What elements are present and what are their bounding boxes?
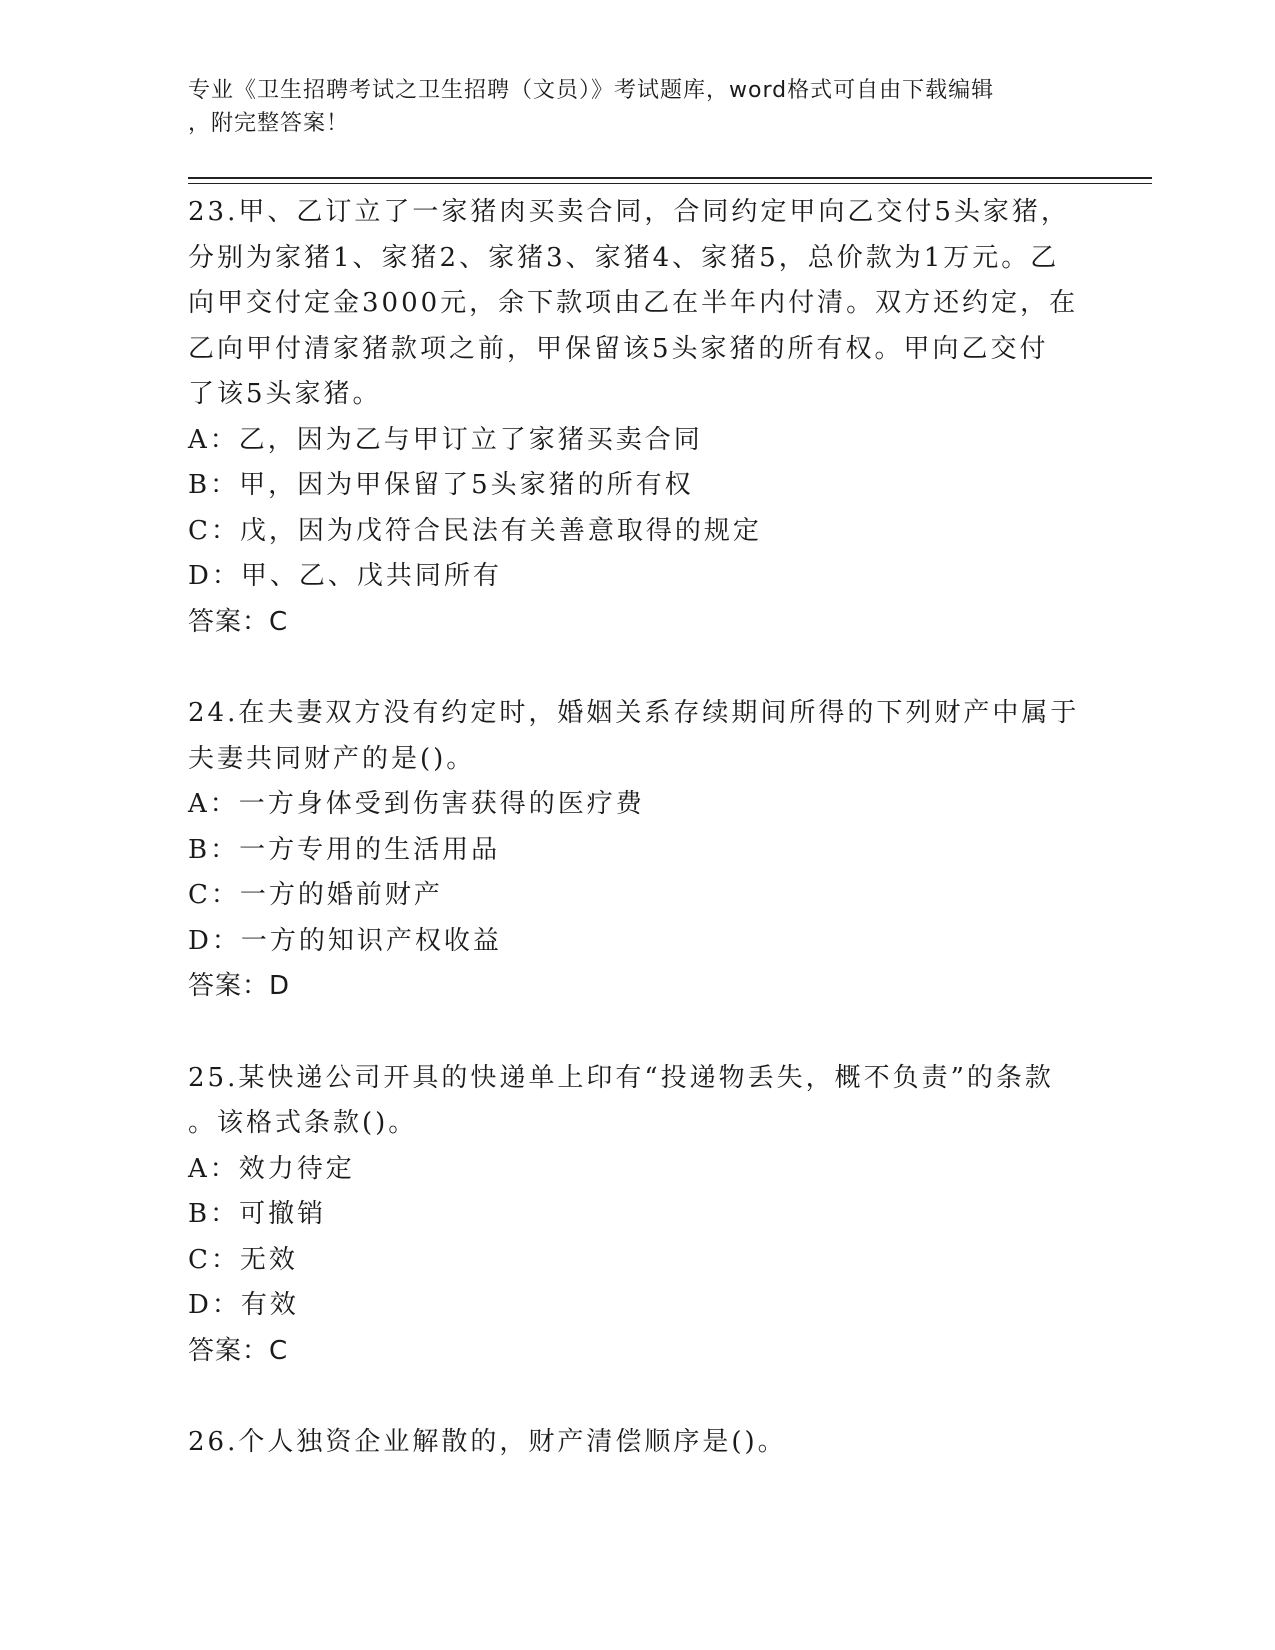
question-text-line: 乙向甲付清家猪款项之前，甲保留该5头家猪的所有权。甲向乙交付: [188, 333, 1049, 364]
question-text-line: 24.在夫妻双方没有约定时，婚姻关系存续期间所得的下列财产中属于: [188, 698, 1080, 728]
option-b: B：一方专用的生活用品: [188, 834, 501, 865]
question-spacer: [188, 1374, 1088, 1420]
header-line: ，附完整答案！: [188, 111, 350, 136]
question-text-line: 了该5头家猪。: [188, 379, 382, 409]
answer-line: 答案：C: [188, 606, 289, 637]
question-25: [188, 1056, 1088, 1375]
question-text-line: 向甲交付定金3000元，余下款项由乙在半年内付清。双方还约定，在: [188, 288, 1079, 318]
question-text-line: 23.甲、乙订立了一家猪肉买卖合同，合同约定甲向乙交付5头家猪，: [188, 197, 1070, 227]
question-text-line: 分别为家猪1、家猪2、家猪3、家猪4、家猪5，总价款为1万元。乙: [188, 242, 1060, 273]
question-list: [188, 190, 1088, 1466]
question-24: [188, 691, 1088, 1010]
question-26: [188, 1420, 1088, 1466]
option-d: D：一方的知识产权收益: [188, 925, 502, 956]
option-a: A：效力待定: [188, 1153, 355, 1184]
document-header: [188, 74, 1088, 140]
question-text-line: 26.个人独资企业解散的，财产清偿顺序是()。: [188, 1427, 787, 1457]
header-divider-thin: [188, 183, 1152, 184]
option-c: C：戊，因为戊符合民法有关善意取得的规定: [188, 515, 762, 546]
header-divider-thick: [188, 177, 1152, 179]
option-d: D：甲、乙、戊共同所有: [188, 561, 502, 591]
option-b: B：可撤销: [188, 1199, 327, 1229]
option-d: D：有效: [188, 1290, 299, 1320]
question-text-line: 夫妻共同财产的是()。: [188, 743, 476, 774]
option-c: C：一方的婚前财产: [188, 880, 443, 910]
answer-line: 答案：D: [188, 971, 291, 1001]
question-spacer: [188, 1010, 1088, 1056]
option-b: B：甲，因为甲保留了5头家猪的所有权: [188, 470, 694, 500]
question-text-line: 。该格式条款()。: [188, 1108, 418, 1138]
option-a: A：乙，因为乙与甲订立了家猪买卖合同: [188, 424, 703, 455]
header-line: 专业《卫生招聘考试之卫生招聘（文员）》考试题库，word格式可自由下载编辑: [188, 78, 995, 103]
answer-line: 答案：C: [188, 1335, 289, 1366]
option-c: C：无效: [188, 1244, 298, 1275]
question-spacer: [188, 645, 1088, 691]
option-a: A：一方身体受到伤害获得的医疗费: [188, 789, 645, 819]
question-23: [188, 190, 1088, 645]
question-text-line: 25.某快递公司开具的快递单上印有“投递物丢失，概不负责”的条款: [188, 1062, 1054, 1093]
